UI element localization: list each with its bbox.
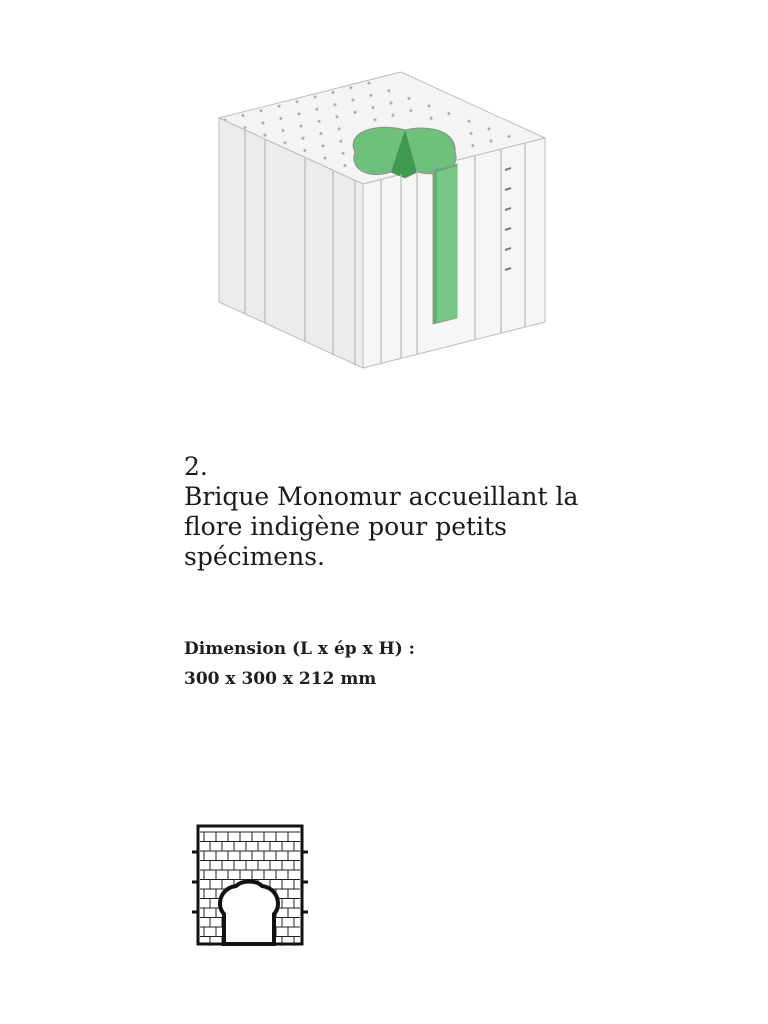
brick-plan-section-drawing <box>190 822 310 948</box>
dimensions-block <box>184 634 415 694</box>
dimensions-value: 300 x 300 x 212 mm <box>184 669 377 689</box>
item-caption <box>184 452 644 572</box>
item-number: 2. <box>184 452 208 481</box>
dimensions-label: Dimension (L x ép x H) : <box>184 639 415 659</box>
brick-isometric-illustration <box>205 60 565 380</box>
item-title: Brique Monomur accueillant la flore indigène pour petits spécimens. <box>184 482 579 571</box>
